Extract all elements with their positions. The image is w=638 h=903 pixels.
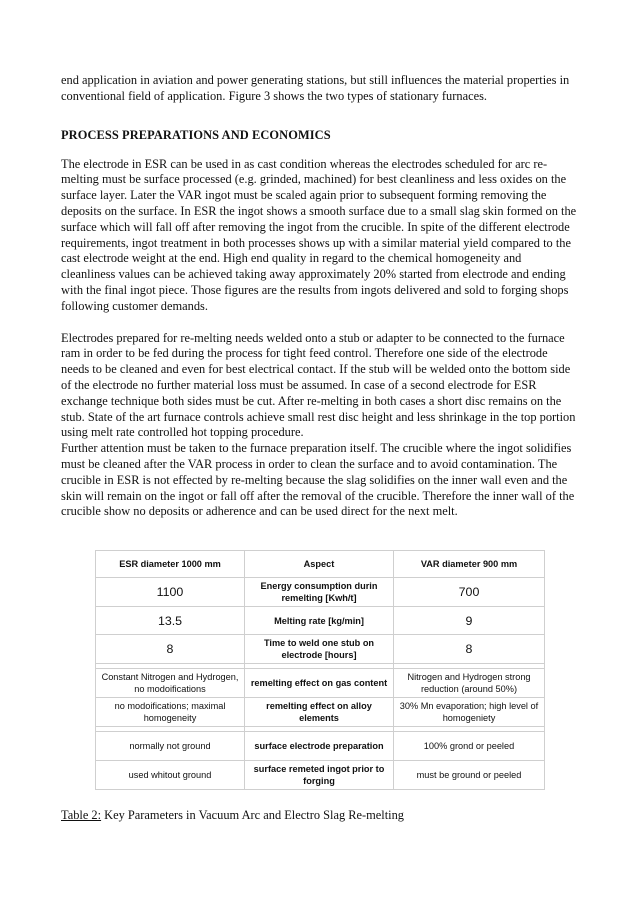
document-body xyxy=(61,73,577,520)
table-header-row xyxy=(96,551,545,578)
cell-aspect: Melting rate [kg/min] xyxy=(245,607,394,635)
cell-var: 100% grond or peeled xyxy=(394,732,545,761)
key-parameters-table-wrapper xyxy=(95,550,544,790)
cell-esr: used whitout ground xyxy=(96,761,245,790)
table-caption-label: Table 2: xyxy=(61,808,102,822)
cell-var: 9 xyxy=(394,607,545,635)
cell-aspect: remelting effect on gas content xyxy=(245,669,394,698)
cell-var: 30% Mn evaporation; high level of homogeniety xyxy=(394,698,545,727)
cell-aspect: Energy consumption durin remelting [Kwh/t] xyxy=(245,578,394,607)
key-parameters-table xyxy=(95,550,545,790)
header-var: VAR diameter 900 mm xyxy=(394,551,545,578)
cell-var: must be ground or peeled xyxy=(394,761,545,790)
table-row xyxy=(96,732,545,761)
cell-esr: 1100 xyxy=(96,578,245,607)
cell-var: 8 xyxy=(394,635,545,664)
cell-esr: no modoifications; maximal homogeneity xyxy=(96,698,245,727)
table-row xyxy=(96,607,545,635)
table-caption-text: Key Parameters in Vacuum Arc and Electro Slag Re-melting xyxy=(101,808,404,822)
table-row xyxy=(96,698,545,727)
table-row xyxy=(96,635,545,664)
header-aspect: Aspect xyxy=(245,551,394,578)
cell-var: Nitrogen and Hydrogen strong reduction (around 50%) xyxy=(394,669,545,698)
cell-aspect: remelting effect on alloy elements xyxy=(245,698,394,727)
paragraph-furnace-preparation: Further attention must be taken to the furnace preparation itself. The crucible where the ingot solidifies must be cleaned after the VAR process in order to clean the surface and to avoid contamination. The crucible in ESR is not effected by re-melting because the slag solidifies on the inner wall even and the skin will remain on the ingot or fall off after the removal of the crucible. Therefore the inner wall of the crucible show no deposits or adherence and can be used direct for the next melt. xyxy=(61,441,575,519)
header-esr: ESR diameter 1000 mm xyxy=(96,551,245,578)
table-row xyxy=(96,669,545,698)
paragraph-electrode-processing: The electrode in ESR can be used in as cast condition whereas the electrodes scheduled for arc re-melting must be surface processed (e.g. grinded, machined) for best cleanliness and less oxides on the surface layer. Later the VAR ingot must be scaled again prior to subsequent forming removing the deposits on the surface. In ESR the ingot shows a smooth surface due to a small slag skin formed on the surface which will fall off after removing the ingot from the crucible. In spite of the different electrode requirements, ingot treatment in both processes shows up with a similar material yield compared to the cast electrode weight at the end. High end quality in regard to the chemical homogeneity and cleanliness values can be achieved taking away approximately 20% started from electrode and ending with the final ingot piece. Those figures are the results from ingots delivered and sold to forging shops following customer demands. xyxy=(61,156,577,313)
cell-aspect: Time to weld one stub on electrode [hours] xyxy=(245,635,394,664)
paragraph-electrode-welding: Electrodes prepared for re-melting needs welded onto a stub or adapter to be connected to the furnace ram in order to be fed during the process for tight feed control. Therefore one side of the electrode needs to be cleaned and even for best electrical contact. If the stub will be welded onto the bottom side of the electrode no further material loss must be assumed. In case of a second electrode for ESR exchange technique both sides must be cut. After re-melting in both cases a short disc remains on the stub. State of the art furnace controls achieve small rest disc height and less shrinkage in the top portion using melt rate controlled hot topping procedure. xyxy=(61,330,576,440)
cell-esr: Constant Nitrogen and Hydrogen, no modoifications xyxy=(96,669,245,698)
section-heading: PROCESS PREPARATIONS AND ECONOMICS xyxy=(61,127,331,142)
intro-paragraph: end application in aviation and power generating stations, but still influences the material properties in conventional field of application. Figure 3 shows the two types of stationary furnaces. xyxy=(61,73,570,103)
cell-esr: 8 xyxy=(96,635,245,664)
table-caption xyxy=(61,808,404,823)
cell-aspect: surface remeted ingot prior to forging xyxy=(245,761,394,790)
table-row xyxy=(96,761,545,790)
cell-var: 700 xyxy=(394,578,545,607)
cell-aspect: surface electrode preparation xyxy=(245,732,394,761)
cell-esr: normally not ground xyxy=(96,732,245,761)
table-row xyxy=(96,578,545,607)
cell-esr: 13.5 xyxy=(96,607,245,635)
